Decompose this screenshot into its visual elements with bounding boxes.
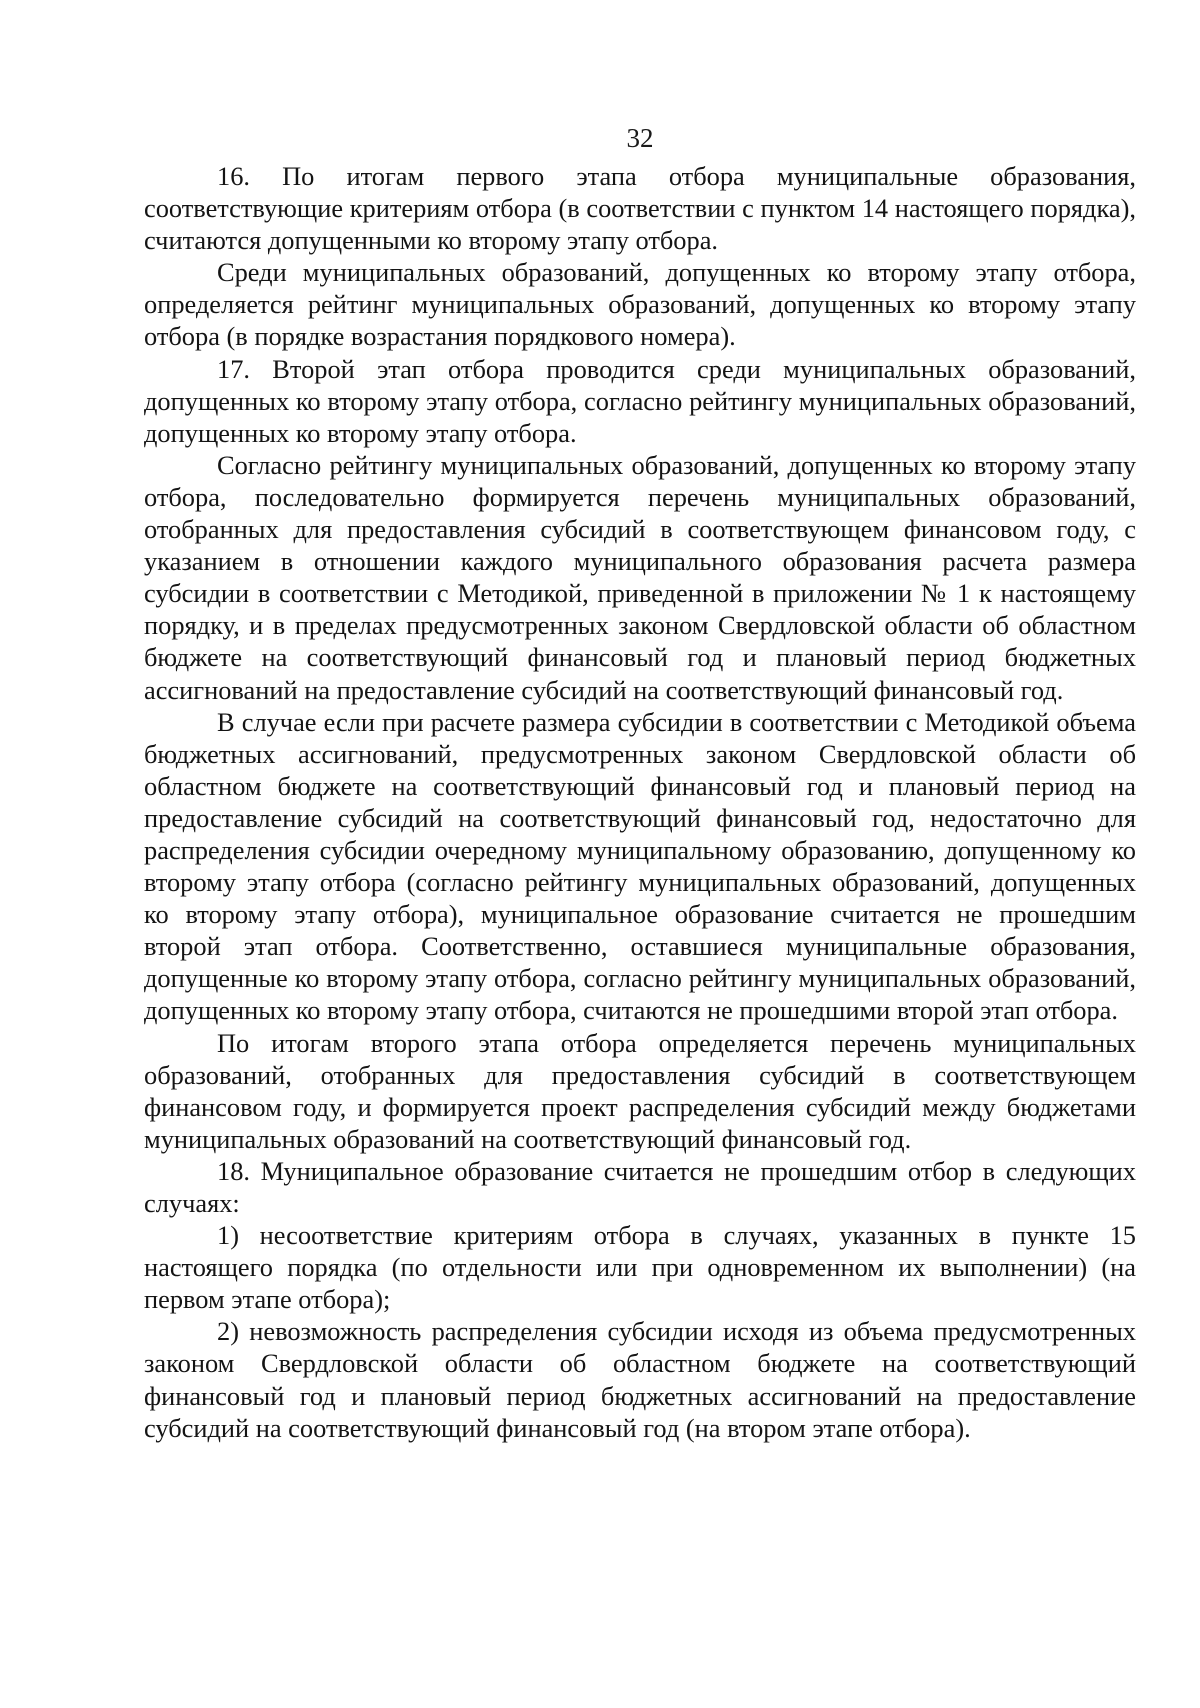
page-number: 32 [626, 123, 654, 153]
paragraph-17: 17. Второй этап отбора проводится среди муниципальных образований, допущенных ко второму этапу отбора, согласно рейтингу муниципальных образований, допущенных ко второму этапу отбора. [144, 353, 1136, 448]
paragraph-16: 16. По итогам первого этапа отбора муниципальные образования, соответствующие критериям отбора (в соответствии с пунктом 14 настоящего порядка), считаются допущенными ко второму этапу отбора. [144, 161, 1136, 256]
paragraph-list-formation: Согласно рейтингу муниципальных образований, допущенных ко второму этапу отбора, последовательно формируется перечень муниципальных образований, отобранных для предоставления субсидий в соответствующем финансовом году, с указанием в отношении каждого муниципального образования расчета размера субсидии в соответствии с Методикой, приведенной в приложении № 1 к настоящему порядку, и в пределах предусмотренных законом Свердловской области об областном бюджете на соответствующий финансовый год и плановый период бюджетных ассигнований на предоставление субсидий на соответствующий финансовый год. [144, 449, 1136, 705]
paragraph-18-item-1: 1) несоответствие критериям отбора в случаях, указанных в пункте 15 настоящего порядка (по отдельности или при одновременном их выполнении) (на первом этапе отбора); [144, 1220, 1136, 1315]
paragraph-18: 18. Муниципальное образование считается не прошедшим отбор в следующих случаях: [144, 1155, 1136, 1218]
paragraph-18-item-2: 2) невозможность распределения субсидии исходя из объема предусмотренных законом Свердловской области об областном бюджете на соответствующий финансовый год и плановый период бюджетных ассигнований на предоставление субсидий на соответствующий финансовый год (на втором этапе отбора). [144, 1316, 1136, 1443]
document-body [144, 160, 1136, 1444]
paragraph-insufficient-funds: В случае если при расчете размера субсидии в соответствии с Методикой объема бюджетных ассигнований, предусмотренных законом Свердловской области об областном бюджете на соответствующий финансовый год и плановый период на предоставление субсидий на соответствующий финансовый год, недостаточно для распределения субсидии очередному муниципальному образованию, допущенному ко второму этапу отбора (согласно рейтингу муниципальных образований, допущенных ко второму этапу отбора), муниципальное образование считается не прошедшим второй этап отбора. Соответственно, оставшиеся муниципальные образования, допущенные ко второму этапу отбора, согласно рейтингу муниципальных образований, допущенных ко второму этапу отбора, считаются не прошедшими второй этап отбора. [144, 706, 1136, 1026]
paragraph-second-stage-results: По итогам второго этапа отбора определяется перечень муниципальных образований, отобранных для предоставления субсидий в соответствующем финансовом году, и формируется проект распределения субсидий между бюджетами муниципальных образований на соответствующий финансовый год. [144, 1027, 1136, 1154]
paragraph-rating: Среди муниципальных образований, допущенных ко второму этапу отбора, определяется рейтинг муниципальных образований, допущенных ко второму этапу отбора (в порядке возрастания порядкового номера). [144, 257, 1136, 352]
